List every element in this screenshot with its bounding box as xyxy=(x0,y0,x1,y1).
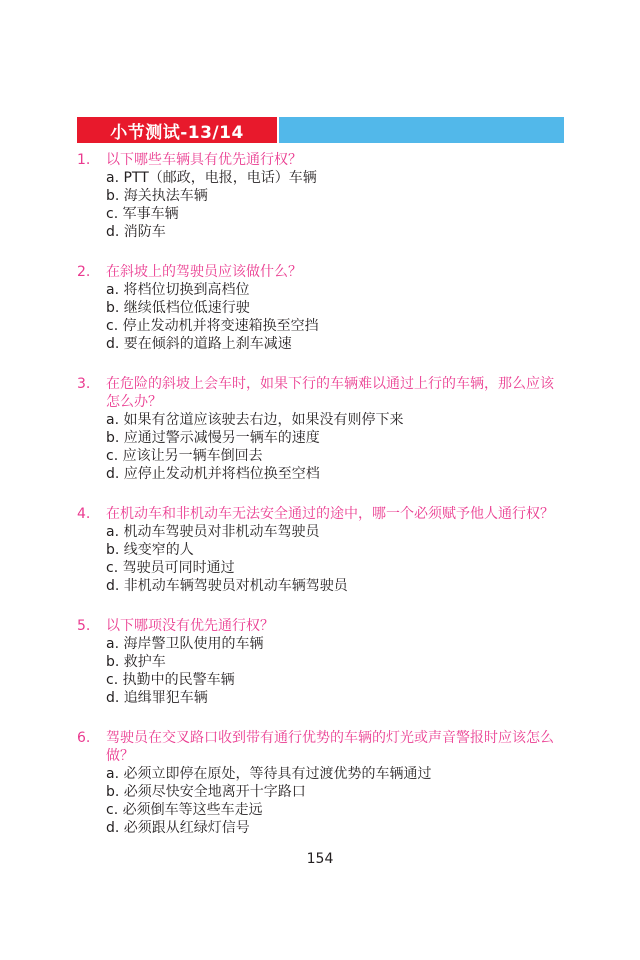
option-c: c. 应该让另一辆车倒回去 xyxy=(106,448,263,464)
option-c: c. 必须倒车等这些车走远 xyxy=(106,802,263,818)
question-6 xyxy=(77,729,567,837)
option-b: b. 继续低档位低速行驶 xyxy=(106,300,250,316)
option-c: c. 军事车辆 xyxy=(106,206,179,222)
page-number: 154 xyxy=(306,851,334,867)
question-text: 在斜坡上的驾驶员应该做什么？ xyxy=(106,264,302,280)
question-number: 1. xyxy=(77,152,91,168)
option-list xyxy=(106,523,567,595)
option-b: b. 必须尽快安全地离开十字路口 xyxy=(106,784,306,800)
option-d: d. 消防车 xyxy=(106,224,166,240)
question-number: 5. xyxy=(77,618,91,634)
question-1 xyxy=(77,151,567,241)
question-4 xyxy=(77,505,567,595)
option-d: d. 非机动车辆驾驶员对机动车辆驾驶员 xyxy=(106,578,348,594)
question-text: 在机动车和非机动车无法安全通过的途中，哪一个必须赋予他人通行权？ xyxy=(106,506,554,522)
question-number: 3. xyxy=(77,376,91,392)
option-a: a. PTT（邮政，电报，电话）车辆 xyxy=(106,170,317,186)
section-title: 小节测试-13/14 xyxy=(110,122,244,143)
question-number: 6. xyxy=(77,730,91,746)
option-a: a. 将档位切换到高档位 xyxy=(106,282,250,298)
option-list xyxy=(106,635,567,707)
option-c: c. 执勤中的民警车辆 xyxy=(106,672,235,688)
option-a: a. 必须立即停在原处，等待具有过渡优势的车辆通过 xyxy=(106,766,432,782)
option-d: d. 追缉罪犯车辆 xyxy=(106,690,208,706)
question-number: 4. xyxy=(77,506,91,522)
option-b: b. 应通过警示减慢另一辆车的速度 xyxy=(106,430,320,446)
option-a: a. 机动车驾驶员对非机动车驾驶员 xyxy=(106,524,320,540)
option-c: c. 停止发动机并将变速箱换至空挡 xyxy=(106,318,319,334)
section-title-block xyxy=(77,117,277,143)
option-a: a. 如果有岔道应该驶去右边，如果没有则停下来 xyxy=(106,412,404,428)
section-header xyxy=(77,117,564,143)
option-d: d. 要在倾斜的道路上刹车减速 xyxy=(106,336,292,352)
question-text: 驾驶员在交叉路口收到带有通行优势的车辆的灯光或声音警报时应该怎么做？ xyxy=(106,730,554,764)
option-b: b. 海关执法车辆 xyxy=(106,188,208,204)
option-list xyxy=(106,281,567,353)
section-header-accent xyxy=(279,117,564,143)
question-text: 以下哪项没有优先通行权？ xyxy=(106,618,274,634)
option-d: d. 应停止发动机并将档位换至空档 xyxy=(106,466,320,482)
question-text: 以下哪些车辆具有优先通行权？ xyxy=(106,152,302,168)
question-number: 2. xyxy=(77,264,91,280)
option-list xyxy=(106,411,567,483)
option-a: a. 海岸警卫队使用的车辆 xyxy=(106,636,264,652)
option-b: b. 线变窄的人 xyxy=(106,542,194,558)
option-b: b. 救护车 xyxy=(106,654,166,670)
option-list xyxy=(106,765,567,837)
option-list xyxy=(106,169,567,241)
question-5 xyxy=(77,617,567,707)
question-3 xyxy=(77,375,567,483)
question-text: 在危险的斜坡上会车时，如果下行的车辆难以通过上行的车辆，那么应该怎么办？ xyxy=(106,376,554,410)
option-c: c. 驾驶员可同时通过 xyxy=(106,560,235,576)
question-list xyxy=(77,151,567,859)
option-d: d. 必须跟从红绿灯信号 xyxy=(106,820,250,836)
question-2 xyxy=(77,263,567,353)
